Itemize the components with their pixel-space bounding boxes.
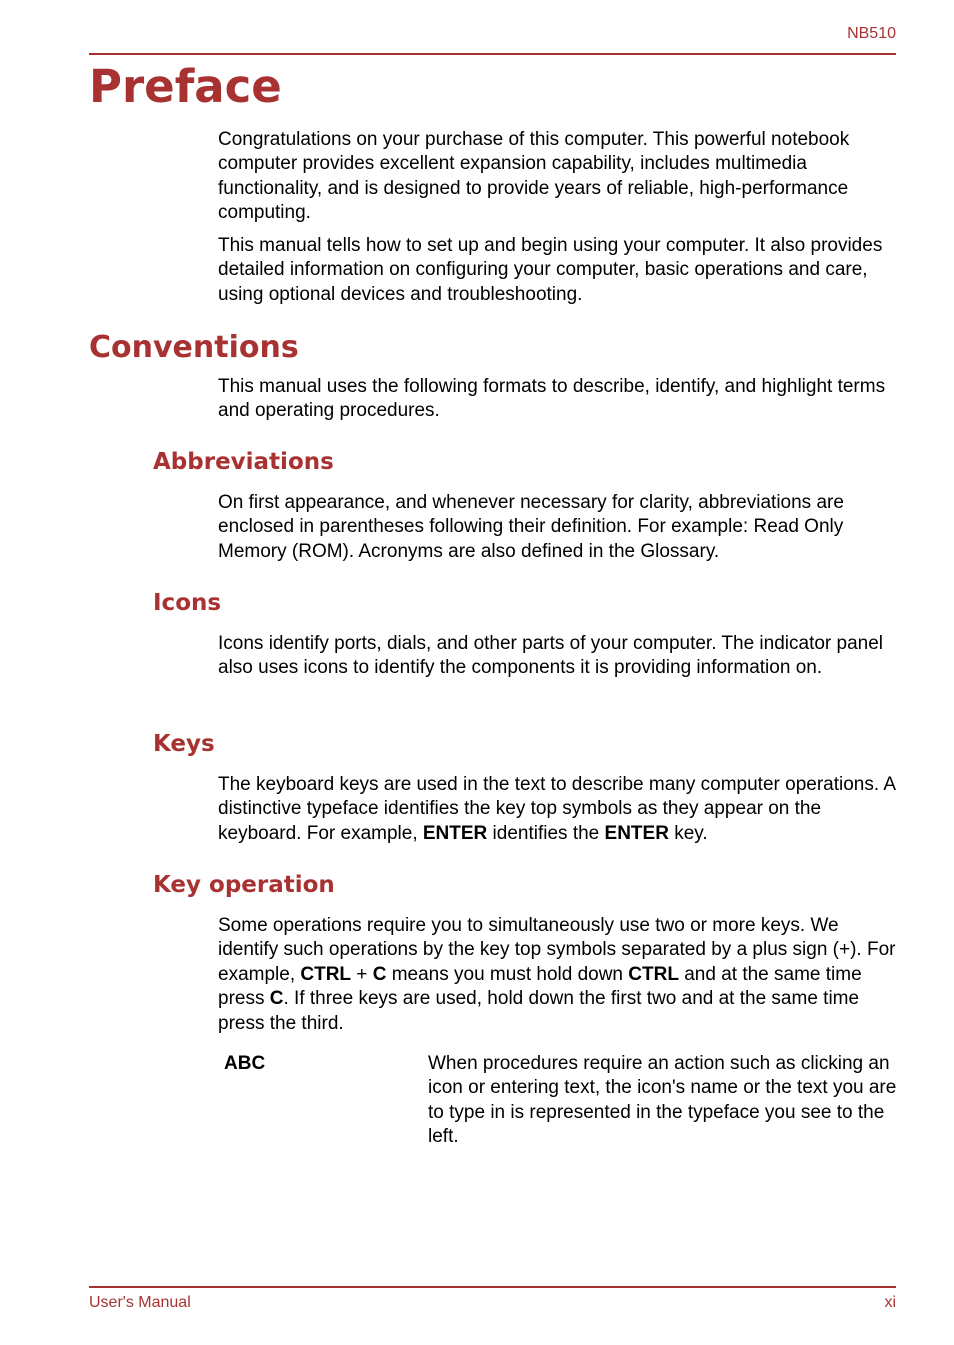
conventions-heading: Conventions — [89, 330, 299, 365]
icons-heading: Icons — [153, 590, 222, 616]
page-title: Preface — [89, 60, 282, 113]
key-operation-text-3: means you must hold down — [386, 963, 629, 985]
conventions-intro: This manual uses the following formats to describe, identify, and highlight terms and operating procedures. — [218, 376, 886, 422]
keys-text-1: The keyboard keys are used in the text to describe many computer operations. A distinctive typeface identifies the key top symbols as they appear on the keyboard. For example, — [218, 774, 895, 844]
key-enter-2: ENTER — [604, 822, 669, 844]
keys-text-3: key. — [668, 822, 708, 844]
footer-page-number: xi — [884, 1294, 896, 1311]
key-operation-paragraph — [218, 914, 900, 1036]
key-operation-text-1: Some operations require you to simultaneously use two or more keys. We identify such operations by the key top symbols separated by a plus sign (+). For example, — [218, 915, 896, 985]
abbreviations-heading: Abbreviations — [153, 449, 334, 475]
key-operation-text-5: . If three keys are used, hold down the first two and at the same time press the third. — [218, 988, 860, 1034]
footer-divider — [89, 1286, 896, 1288]
preface-paragraph-1: Congratulations on your purchase of this computer. This powerful notebook computer provides excellent expansion capability, includes multimedia functionality, and is designed to provide years of reliable, high-performance computing. — [218, 129, 850, 224]
keys-heading: Keys — [153, 731, 215, 757]
definition-description: When procedures require an action such as clicking an icon or entering text, the icon's name or the text you are to type in is represented in the typeface you see to the left. — [428, 1053, 897, 1148]
icons-paragraph: Icons identify ports, dials, and other parts of your computer. The indicator panel also uses icons to identify the components it is providing information on. — [218, 633, 884, 679]
key-enter-1: ENTER — [422, 822, 488, 844]
header-model-label: NB510 — [847, 25, 896, 42]
preface-paragraph-2: This manual tells how to set up and begin using your computer. It also provides detailed information on configuring your computer, basic operations and care, using optional devices and troubleshooting. — [218, 235, 883, 305]
header-divider — [89, 53, 896, 55]
key-c-2: C — [269, 988, 284, 1010]
keys-paragraph — [218, 773, 900, 846]
key-c-1: C — [372, 963, 387, 985]
key-ctrl-1: CTRL — [300, 963, 352, 985]
key-operation-text-2: + — [351, 963, 373, 985]
key-ctrl-2: CTRL — [628, 963, 679, 985]
definition-term: ABC — [224, 1053, 266, 1074]
abbreviations-paragraph: On first appearance, and whenever necessary for clarity, abbreviations are enclosed in parentheses following their definition. For example: Read Only Memory (ROM). Acronyms are also defined in the Glossary. — [218, 492, 844, 562]
keys-text-2: identifies the — [487, 822, 605, 844]
footer-manual-label: User's Manual — [89, 1294, 191, 1311]
key-operation-text-4: and at the same time press — [218, 963, 862, 1010]
key-operation-heading: Key operation — [153, 872, 335, 898]
